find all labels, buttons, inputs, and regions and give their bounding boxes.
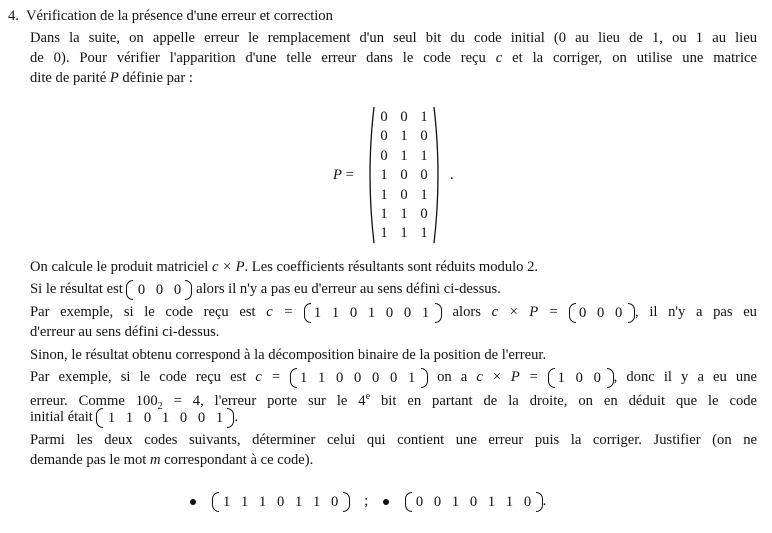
bullet-icon [383,499,389,505]
vector-entry: 0 [523,493,532,510]
matrix-cell: 1 [380,186,388,203]
matrix-cell: 1 [420,225,428,242]
vector-entry: 1 [215,409,224,426]
intro-line-3: dite de parité P définie par : [30,70,193,86]
vector-entry: 1 [451,493,460,510]
vector-entry: 0 [335,369,344,386]
vector-entry: 1 [487,493,496,510]
vector-entry: 1 [295,493,303,510]
vector-entry: 0 [597,304,605,321]
vector-entry: 1 [313,304,322,321]
matrix-cell: 1 [400,147,408,164]
para-5-line-3: initial était 1 1 0 1 0 0 1 . [30,409,239,426]
matrix-cell: 0 [420,167,428,184]
matrix-cell: 1 [420,186,428,203]
parity-matrix [366,106,442,244]
intro-line-2: de 0). Pour vérifier l'apparition d'une telle erreur dans le code reçu c et la corriger, on utilise une matrice [30,50,758,66]
matrix-cell: 1 [400,206,408,222]
matrix-label: P = [333,167,354,183]
vector-entry: 1 [107,409,116,426]
matrix-cell: 0 [380,147,388,164]
vector-entry: 0 [579,304,587,321]
section-heading [8,7,333,25]
para-5-line-2: erreur. Comme $100_2 = 4$, l'erreur porte sur le 4e bit en partant de la droite, on en déduit que le code [30,391,758,412]
vector-entry: 0 [155,281,164,298]
vector-entry: 0 [615,304,623,321]
code-vector-example-2 [290,369,428,387]
matrix-cell: 1 [420,109,428,125]
vector-entry: 0 [277,493,285,510]
vector-entry: 1 [259,493,267,510]
vector-entry: 1 [331,304,340,321]
section-number: 4. [8,8,19,24]
matrix-cell: 0 [400,109,408,125]
vector-entry: 0 [403,304,412,321]
para-3-line-2: d'erreur au sens défini ci-dessus. [30,324,220,340]
para-4: Sinon, le résultat obtenu correspond à la décomposition binaire de la position de l'erreur. [30,347,547,363]
para-2: Si le résultat est 0 0 0 alors il n'y a pas eu d'erreur au sens défini ci-dessus. [30,281,501,298]
vector-entry: 1 [241,493,249,510]
code-vector-example-1 [304,304,442,322]
matrix-cell: 0 [420,128,428,145]
matrix-cell: 1 [420,147,428,164]
vector-entry: 1 [407,369,416,386]
vector-entry: 1 [299,369,308,386]
matrix-cell: 1 [380,167,388,184]
vector-entry: 0 [143,409,152,426]
vector-entry: 0 [353,369,362,386]
vector-entry: 0 [593,369,601,386]
vector-entry: 0 [415,493,424,510]
result-vector-example-2 [548,369,614,387]
vector-entry: 0 [389,369,398,386]
result-vector-example-1 [569,304,635,322]
bullet-icon [190,499,196,505]
code-2-vector [405,493,543,511]
vector-entry: 0 [179,409,188,426]
matrix-cell: 0 [420,206,428,222]
matrix-cell: 1 [380,225,388,242]
vector-entry: 0 [349,304,358,321]
matrix-cell: 0 [400,186,408,203]
vector-entry: 0 [469,493,478,510]
section-title: Vérification de la présence d'une erreur et correction [26,8,333,24]
para-1: On calcule le produit matriciel c × P. Les coefficients résultants sont réduits modulo 2. [30,259,539,275]
para-3-line-1: Par exemple, si le code reçu est c = 1 1 0 1 0 0 1 alors c × P = 0 0 0 , il n'y a pas eu [30,304,757,321]
vector-entry: 1 [557,369,565,386]
matrix-cell: 1 [400,128,408,145]
codes-line: 1 1 1 0 1 1 0 ; 0 0 1 0 1 1 0 . [190,492,546,511]
para-6-line-2: demande pas le mot m correspondant à ce code). [30,452,314,468]
vector-entry: 0 [575,369,583,386]
codes-separator: ; [364,493,369,509]
vector-entry: 0 [173,281,182,298]
vector-entry: 1 [367,304,376,321]
vector-entry: 1 [313,493,321,510]
vector-entry: 0 [331,493,339,510]
vector-entry: 0 [371,369,380,386]
vector-entry: 0 [197,409,206,426]
vector-entry: 1 [505,493,514,510]
vector-entry: 1 [317,369,326,386]
matrix-cell: 0 [380,128,388,145]
matrix-cell: 0 [380,109,388,125]
initial-code-vector [96,409,234,427]
para-6-line-1: Parmi les deux codes suivants, déterminer celui qui contient une erreur puis la corriger. Justifier (on ne [30,432,757,448]
vector-entry: 1 [421,304,430,321]
matrix-cell: 0 [400,167,408,184]
matrix-cell: 1 [380,206,388,222]
vector-entry: 1 [161,409,170,426]
zero-vector [126,281,192,299]
intro-line-1: Dans la suite, on appelle erreur le remplacement d'un seul bit du code initial (0 au lieu de 1, ou 1 au lieu [30,30,757,46]
vector-entry: 0 [385,304,394,321]
vector-entry: 1 [125,409,134,426]
matrix-end: . [450,167,454,183]
vector-entry: 1 [223,493,231,510]
vector-entry: 0 [433,493,442,510]
vector-entry: 0 [137,281,146,298]
para-5-line-1: Par exemple, si le code reçu est c = 1 1 0 0 0 0 1 on a c × P = 1 0 0 , donc il y a eu une [30,369,757,386]
code-1-vector [212,493,350,511]
matrix-cell: 1 [400,225,408,242]
